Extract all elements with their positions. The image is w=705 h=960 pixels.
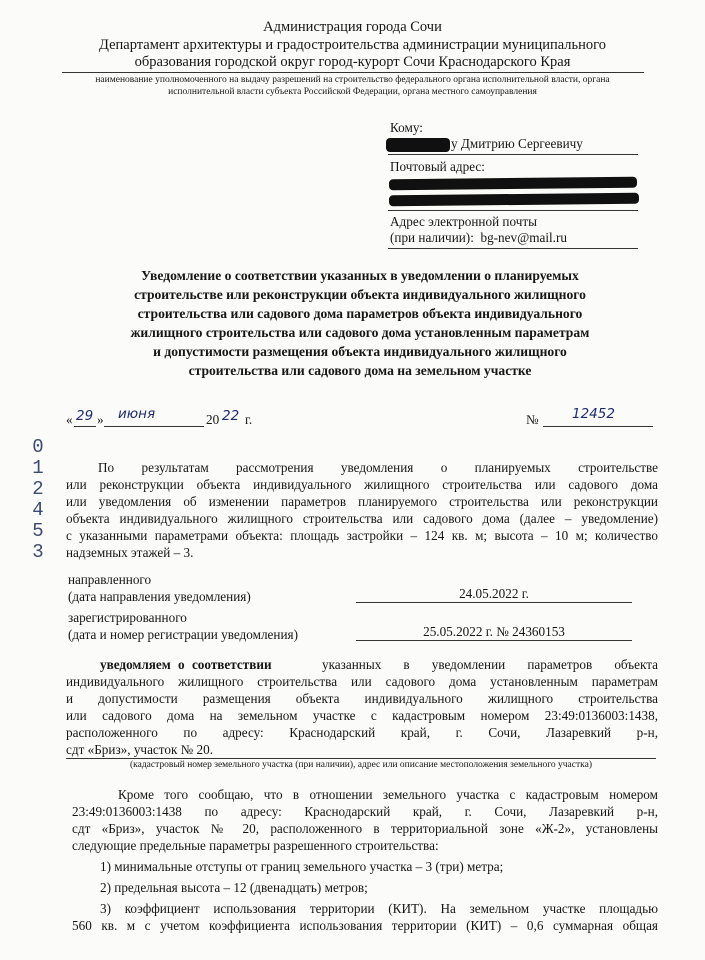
item-1: 1) минимальные отступы от границ земельного участка – 3 (три) метра; <box>100 859 504 874</box>
para2-line-6: сдт «Бриз», участок № 20. <box>66 742 214 757</box>
para2-line-3: и допустимости размещения объекта индивидуального жилищного строительства <box>66 691 658 706</box>
redaction-name <box>386 138 450 152</box>
number-rule <box>543 426 653 427</box>
para2-line-4: или садового дома на земельном участке с кадастровым номером 23:49:0136003:1438, <box>66 708 658 723</box>
title-line-2: строительстве или реконструкции объекта индивидуального жилищного <box>134 287 586 302</box>
para1-line-2: или реконструкции объекта индивидуального жилищного строительства или садового дома <box>66 477 658 492</box>
registered-caption: (дата и номер регистрации уведомления) <box>68 627 298 642</box>
title-line-6: строительства или садового дома на земельном участке <box>188 363 532 378</box>
email-label: Адрес электронной почты <box>390 214 537 229</box>
directed-rule <box>356 602 632 603</box>
date-month-rule <box>104 426 204 427</box>
stamp-digit: 3 <box>32 541 44 563</box>
recipient-rule-1 <box>388 154 638 155</box>
number-label: № <box>526 412 539 427</box>
para2-rule <box>66 758 656 759</box>
email-address: bg-nev@mail.ru <box>480 230 567 245</box>
postal-label: Почтовый адрес: <box>390 159 485 174</box>
date-day: 29 <box>76 408 94 424</box>
date-day-rule <box>74 426 96 427</box>
date-open-quote: « <box>66 412 73 427</box>
stamp-digit: 2 <box>32 478 44 500</box>
para2-line-1-rest: указанных в уведомлении параметров объекта <box>322 657 658 672</box>
recipient-name: у Дмитрию Сергеевичу <box>451 136 583 151</box>
registered-label: зарегистрированного <box>68 610 187 625</box>
para2-caption: (кадастровый номер земельного участка (при наличии), адрес или описание местоположения земельного участка) <box>129 760 592 770</box>
stamp-digit: 0 <box>32 436 44 458</box>
para3-line-1: Кроме того сообщаю, что в отношении земельного участка с кадастровым номером <box>118 787 658 802</box>
item-3-cont: 560 кв. м с учетом коэффициента использования территории (КИТ) – 0,6 суммарная общая <box>72 918 658 933</box>
email-line <box>390 230 567 246</box>
email-prefix: (при наличии): <box>390 230 474 245</box>
para2-line-5: расположенного по адресу: Краснодарский край, г. Сочи, Лазаревкий р-н, <box>66 725 658 740</box>
stamp-digit: 5 <box>32 520 44 542</box>
para1-line-6: надземных этажей – 3. <box>66 545 194 560</box>
title-line-3: строительства или садового дома параметров объекта индивидуального <box>137 306 583 321</box>
stamp-digit: 4 <box>32 499 44 521</box>
municipality-name: образования городской округ город-курорт Сочи Краснодарского Края <box>134 54 571 70</box>
redaction-address-2 <box>389 193 639 207</box>
directed-caption: (дата направления уведомления) <box>68 589 251 604</box>
item-3: 3) коэффициент использования территории (КИТ). На земельном участке площадью <box>100 901 658 916</box>
date-year-suffix: 22 <box>222 408 240 424</box>
registered-rule <box>356 640 632 641</box>
para1-line-4: объекта индивидуального жилищного строительства или садового дома (далее – уведомление) <box>66 511 658 526</box>
para2-lead <box>100 657 272 673</box>
para2-lead-bold: уведомляем о соответствии <box>100 657 272 672</box>
document-number: 12452 <box>572 406 615 422</box>
title-line-5: и допустимости размещения объекта индивидуального жилищного <box>153 344 567 359</box>
para3-line-2: 23:49:0136003:1438 по адресу: Краснодарский край, г. Сочи, Лазаревкий р-н, <box>72 804 658 819</box>
date-year-mark: г. <box>245 412 253 427</box>
para3-line-3: сдт «Бриз», участок № 20, расположенного в территориальной зоне «Ж-2», установлены <box>72 821 658 836</box>
para2-line-2: индивидуального жилищного строительства или садового дома установленным параметрам <box>66 674 658 689</box>
para1-line-1: По результатам рассмотрения уведомления о планируемых строительстве <box>98 460 658 475</box>
recipient-rule-2 <box>388 210 638 211</box>
para3-line-4: следующие предельные параметры разрешенного строительства: <box>72 838 439 853</box>
registered-value: 25.05.2022 г. № 24360153 <box>423 624 565 639</box>
title-line-1: Уведомление о соответствии указанных в уведомлении о планируемых <box>141 268 579 283</box>
para1-line-5: с указанными параметрами объекта: площадь застройки – 124 кв. м; высота – 10 м; количество <box>66 528 658 543</box>
to-label: Кому: <box>390 120 423 135</box>
redaction-address-1 <box>389 177 637 191</box>
para1-line-3: или уведомления об изменении параметров планируемого строительства или реконструкции <box>66 494 658 509</box>
date-close-quote: » <box>97 412 104 427</box>
directed-date: 24.05.2022 г. <box>459 586 529 601</box>
registration-stamp <box>26 437 50 563</box>
directed-label: направленного <box>68 572 152 587</box>
department-name: Департамент архитектуры и градостроительства администрации муниципального <box>99 37 606 53</box>
stamp-digit: 1 <box>32 457 44 479</box>
title-line-4: жилищного строительства или садового дома установленным параметрам <box>130 325 590 340</box>
item-2: 2) предельная высота – 12 (двенадцать) метров; <box>100 880 368 895</box>
date-month: июня <box>118 406 156 422</box>
header-caption-1: наименование уполномоченного на выдачу разрешений на строительство федерального органа исполнительной власти, органа <box>95 75 610 85</box>
org-name: Администрация города Сочи <box>263 19 442 35</box>
recipient-rule-3 <box>388 248 638 249</box>
header-rule <box>62 72 644 73</box>
header-caption-2: исполнительной власти субъекта Российской Федерации, органа местного самоуправления <box>168 87 537 97</box>
date-year-prefix: 20 <box>206 412 220 427</box>
